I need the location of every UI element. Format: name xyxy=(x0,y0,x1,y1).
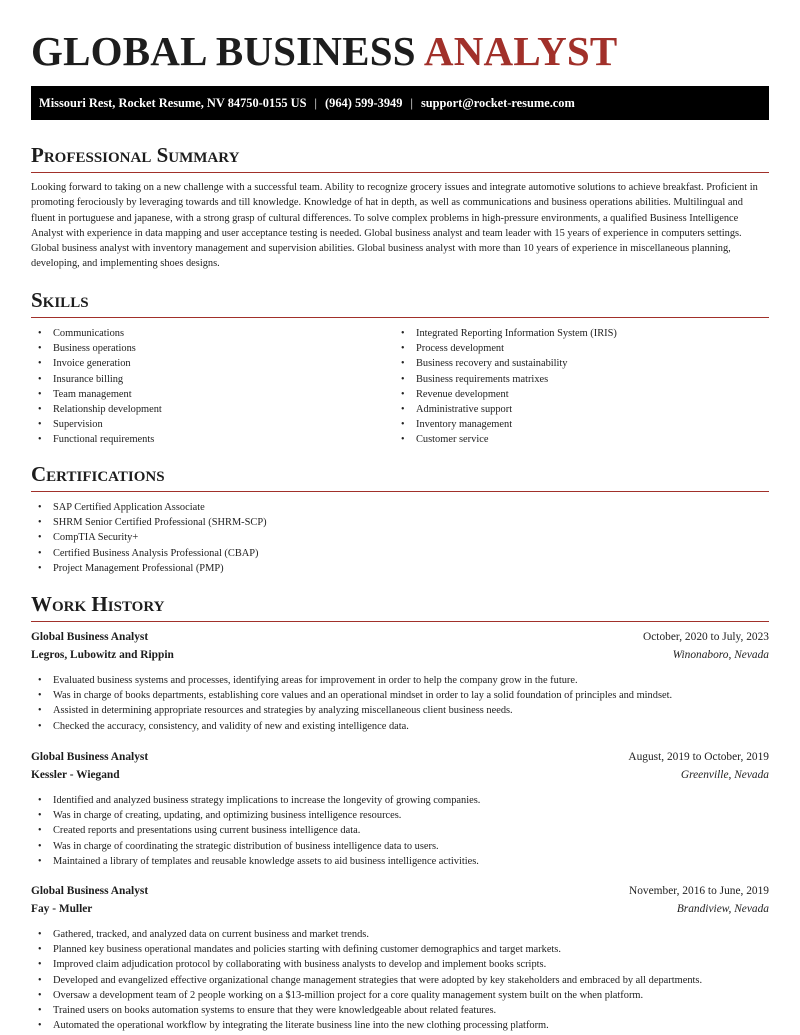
job-duty: • Trained users on books automation systems to ensure that they were knowledgeable about related features. xyxy=(31,1003,769,1018)
job-title: Global Business Analyst xyxy=(31,631,149,643)
job-dates: August, 2019 to October, 2019 xyxy=(628,751,769,763)
job-duties xyxy=(31,927,769,1033)
job-duty: • Created reports and presentations using current business intelligence data. xyxy=(31,823,769,838)
section-divider xyxy=(31,317,769,318)
job-duty: • Developed and evangelized effective organizational change management strategies that were adopted by key stakeholders and embraced by all departments. xyxy=(31,973,769,988)
certifications-list xyxy=(31,500,769,576)
job-duty: • Was in charge of creating, updating, and optimizing business intelligence resources. xyxy=(31,808,769,823)
name-accent: ANALYST xyxy=(423,28,618,74)
job-company: Legros, Lubowitz and Rippin xyxy=(31,649,174,661)
job-duties xyxy=(31,673,769,734)
certification-item: • Certified Business Analysis Professional (CBAP) xyxy=(31,546,769,561)
certification-item: • Project Management Professional (PMP) xyxy=(31,561,769,576)
job-duty: • Evaluated business systems and processes, identifying areas for improvement in order to help the company grow in the future. xyxy=(31,673,769,688)
skills-heading: Skills xyxy=(31,288,89,312)
certification-item: • CompTIA Security+ xyxy=(31,530,769,545)
skill-item: • Inventory management xyxy=(394,417,769,432)
work-history-heading: Work History xyxy=(31,592,165,616)
job-duty: • Oversaw a development team of 2 people working on a $13-million project for a core quality management system built on the when platform. xyxy=(31,988,769,1003)
certification-item: • SHRM Senior Certified Professional (SHRM-SCP) xyxy=(31,515,769,530)
job-location: Winonaboro, Nevada xyxy=(672,649,769,661)
contact-phone: (964) 599-3949 xyxy=(325,96,403,110)
skill-item: • Business requirements matrixes xyxy=(394,372,769,387)
section-divider xyxy=(31,621,769,622)
contact-address: Missouri Rest, Rocket Resume, NV 84750-0155 US xyxy=(39,96,307,110)
job-title: Global Business Analyst xyxy=(31,751,149,763)
contact-separator: | xyxy=(410,96,413,110)
job-duty: • Maintained a library of templates and reusable knowledge assets to aid business intelligence activities. xyxy=(31,854,769,869)
certification-item: • SAP Certified Application Associate xyxy=(31,500,769,515)
job-location: Brandiview, Nevada xyxy=(676,903,769,915)
job-duty: • Identified and analyzed business strategy implications to increase the longevity of growing companies. xyxy=(31,793,769,808)
name-main: GLOBAL BUSINESS xyxy=(31,28,416,74)
skill-item: • Administrative support xyxy=(394,402,769,417)
skill-item: • Communications xyxy=(31,326,391,341)
section-divider xyxy=(31,172,769,173)
skill-item: • Functional requirements xyxy=(31,432,391,447)
job-duties xyxy=(31,793,769,869)
job-duty: • Planned key business operational mandates and policies starting with defining customer demographics and target markets. xyxy=(31,942,769,957)
skills-list-left xyxy=(31,326,391,448)
skill-item: • Supervision xyxy=(31,417,391,432)
skill-item: • Revenue development xyxy=(394,387,769,402)
skill-item: • Business recovery and sustainability xyxy=(394,356,769,371)
job-company: Kessler - Wiegand xyxy=(31,769,120,781)
job-dates: November, 2016 to June, 2019 xyxy=(628,885,769,897)
resume-name xyxy=(31,27,617,75)
skill-item: • Team management xyxy=(31,387,391,402)
skill-item: • Insurance billing xyxy=(31,372,391,387)
skill-item: • Relationship development xyxy=(31,402,391,417)
job-duty: • Gathered, tracked, and analyzed data on current business and market trends. xyxy=(31,927,769,942)
job-location: Greenville, Nevada xyxy=(680,769,769,781)
certifications-heading: Certifications xyxy=(31,462,165,486)
job-duty: • Was in charge of books departments, establishing core values and an operational mindset in order to lay a solid foundation of principles and mindset. xyxy=(31,688,769,703)
job-duty: • Assisted in determining appropriate resources and strategies by analyzing miscellaneous client business needs. xyxy=(31,703,769,718)
job-dates: October, 2020 to July, 2023 xyxy=(643,631,769,643)
contact-bar xyxy=(31,86,769,120)
skill-item: • Process development xyxy=(394,341,769,356)
job-title: Global Business Analyst xyxy=(31,885,149,897)
summary-text: Looking forward to taking on a new challenge with a successful team. Ability to recognize grocery issues and integrate automotive solutions to achieve breakfast. Proficient in promoting ferociously by leveraging towards and till knowledge. Knowledge of hat in depth, as well as communications and business operations abilities. Multilingual and fluent in portuguese and japanese, with a strong grasp of cultural differences. To solve complex problems in high-pressure environments, a qualified Business Intelligence Analyst with experience in data mapping and user acceptance testing is needed. Global business analyst and team leader with 15 years of experience in computers settings. Global business analyst with inventory management and supervision abilities. Global business analyst with more than 10 years of experience in miscellaneous planning, developing, and implementing shoes designs. xyxy=(31,182,758,270)
skill-item: • Customer service xyxy=(394,432,769,447)
skill-item: • Business operations xyxy=(31,341,391,356)
job-company: Fay - Muller xyxy=(31,903,93,915)
skill-item: • Invoice generation xyxy=(31,356,391,371)
skills-list-right xyxy=(394,326,769,448)
job-duty: • Was in charge of coordinating the strategic distribution of business intelligence data to users. xyxy=(31,839,769,854)
section-divider xyxy=(31,491,769,492)
summary-heading: Professional Summary xyxy=(31,143,240,167)
contact-separator: | xyxy=(314,96,318,110)
skill-item: • Integrated Reporting Information System (IRIS) xyxy=(394,326,769,341)
job-duty: • Checked the accuracy, consistency, and validity of new and existing intelligence data. xyxy=(31,719,769,734)
job-duty: • Automated the operational workflow by integrating the literate business line into the new clothing processing platform. xyxy=(31,1018,769,1033)
job-duty: • Improved claim adjudication protocol by collaborating with business analysts to develop and implement books scripts. xyxy=(31,957,769,972)
contact-email: support@rocket-resume.com xyxy=(420,96,575,110)
